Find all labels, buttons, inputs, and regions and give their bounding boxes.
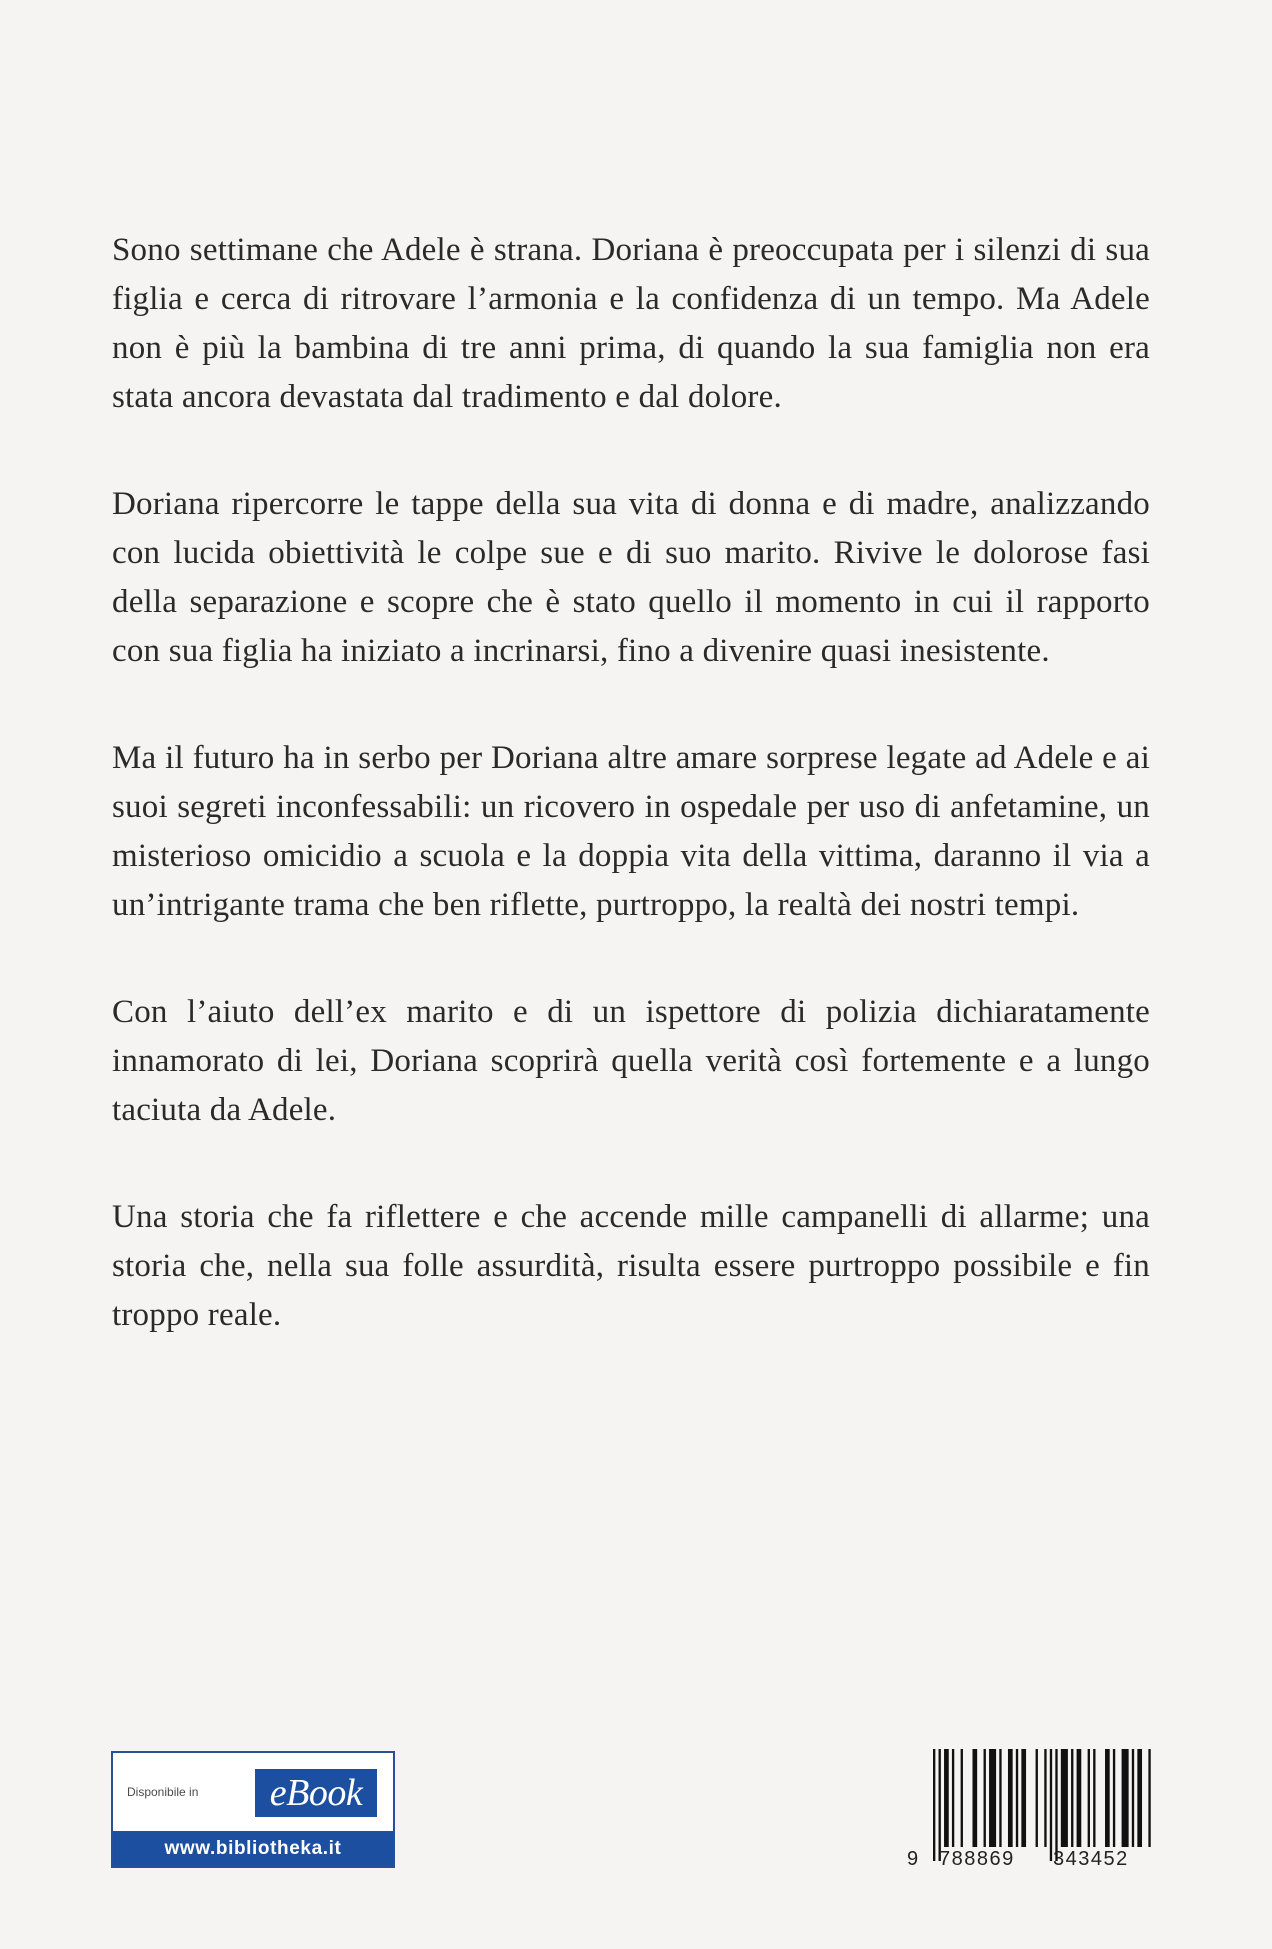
- barcode-digits: [907, 1842, 1152, 1876]
- barcode-bar: [1008, 1749, 1013, 1847]
- ebook-logo: eBook: [255, 1769, 377, 1817]
- barcode-bar: [1122, 1749, 1129, 1847]
- barcode-bar: [1105, 1749, 1110, 1847]
- barcode-bar: [1088, 1749, 1090, 1847]
- barcode-lead-digit: 9: [907, 1848, 920, 1870]
- blurb-paragraph-3: Ma il futuro ha in serbo per Doriana altre amare sorprese legate ad Adele e ai suoi segreti inconfessabili: un ricovero in ospedale per uso di anfetamine, un misterioso omicidio a scuola e la doppia vita della vittima, daranno il via a un’intrigante trama che ben riflette, purtroppo, la realtà dei nostri tempi.: [112, 740, 1150, 923]
- barcode-bar: [952, 1749, 954, 1847]
- blurb-paragraph-4: Con l’aiuto dell’ex marito e di un ispettore di polizia dichiaratamente innamorato di lei, Doriana scoprirà quella verità così fortemente e a lungo taciuta da Adele.: [112, 994, 1150, 1128]
- barcode-right-group: 343452: [1053, 1848, 1129, 1870]
- barcode-bar: [1113, 1749, 1115, 1847]
- blurb-paragraph-1: Sono settimane che Adele è strana. Doriana è preoccupata per i silenzi di sua figlia e cerca di ritrovare l’armonia e la confidenza di un tempo. Ma Adele non è più la bambina di tre anni prima, di quando la sua famiglia non era stata ancora devastata dal tradimento e dal dolore.: [112, 232, 1150, 415]
- barcode-bar: [1093, 1749, 1095, 1847]
- barcode-bar: [1071, 1749, 1073, 1847]
- blurb-paragraph-5: Una storia che fa riflettere e che accende mille campanelli di allarme; una storia che, nella sua folle assurdità, risulta essere purtroppo possibile e fin troppo reale.: [112, 1199, 1150, 1333]
- barcode-bar: [1132, 1749, 1134, 1847]
- blurb-paragraph-2: Doriana ripercorre le tappe della sua vita di donna e di madre, analizzando con lucida obiettività le colpe sue e di suo marito. Rivive le dolorose fasi della separazione e scopre che è stato quello il momento in cui il rapporto con sua figlia ha iniziato a incrinarsi, fino a divenire quasi inesistente.: [112, 486, 1150, 669]
- barcode-bar: [1077, 1749, 1082, 1847]
- barcode-bar: [1137, 1749, 1142, 1847]
- barcode-bar: [1021, 1749, 1026, 1847]
- barcode-bar: [1061, 1749, 1068, 1847]
- barcode-bar: [989, 1749, 996, 1847]
- publisher-url: www.bibliotheka.it: [113, 1831, 393, 1866]
- barcode-left-group: 788869: [939, 1848, 1015, 1870]
- back-cover-blurb: [112, 226, 1150, 1398]
- barcode-bar: [984, 1749, 986, 1847]
- barcode-bar: [1036, 1749, 1038, 1847]
- barcode-bar: [1148, 1749, 1150, 1847]
- isbn-barcode: [907, 1749, 1152, 1877]
- barcode-bar: [1044, 1749, 1046, 1847]
- barcode-bar: [972, 1749, 977, 1847]
- ebook-available-label: Disponibile in: [127, 1785, 199, 1799]
- ebook-availability-badge: [111, 1751, 395, 1868]
- ebook-badge-top: [113, 1753, 393, 1833]
- barcode-bar: [999, 1749, 1001, 1847]
- barcode-bar: [944, 1749, 949, 1847]
- barcode-bar: [1016, 1749, 1018, 1847]
- barcode-bar: [961, 1749, 963, 1847]
